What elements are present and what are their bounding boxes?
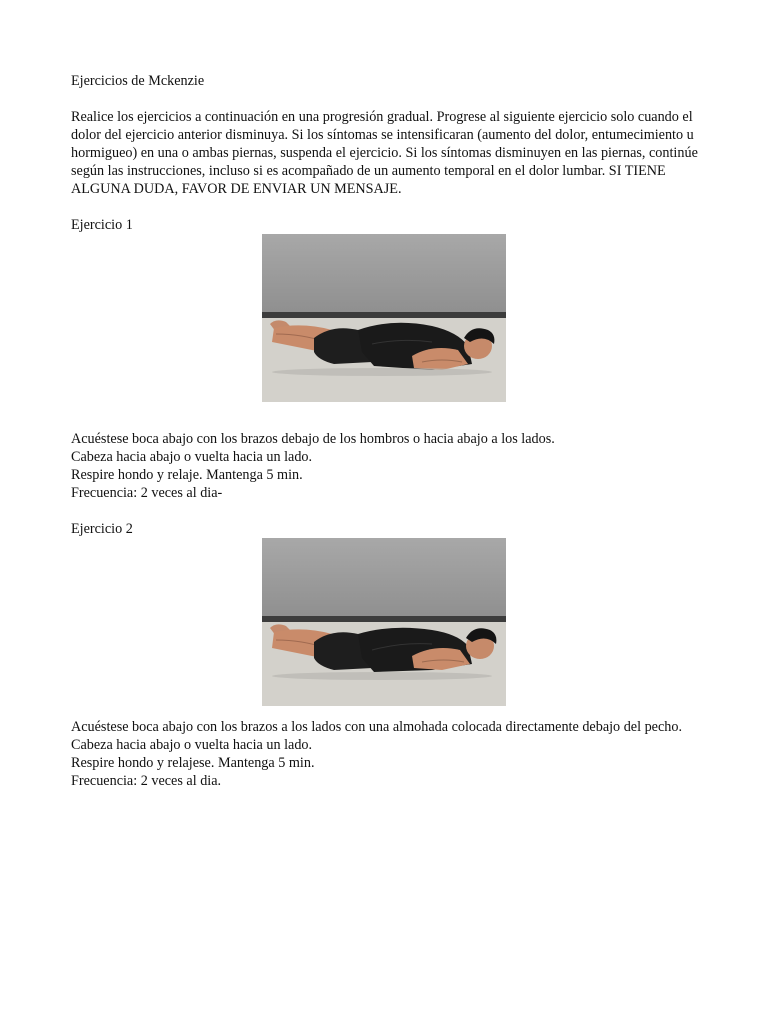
document-page (71, 72, 701, 790)
exercise-1-line: Frecuencia: 2 veces al dia- (71, 485, 223, 501)
exercise-1-line: Acuéstese boca abajo con los brazos debajo de los hombros o hacia abajo a los lados. (71, 431, 555, 447)
exercise-2-line: Cabeza hacia abajo o vuelta hacia un lado. (71, 737, 313, 753)
exercise-2-line: Frecuencia: 2 veces al dia. (71, 773, 222, 789)
exercise-1-instructions (71, 430, 701, 502)
intro-paragraph: Realice los ejercicios a continuación en una progresión gradual. Progrese al siguiente ejercicio solo cuando el dolor del ejercicio anterior disminuya. Si los síntomas se intensificaran (aumento del dolor, entumecimiento u hormigueo) en una o ambas piernas, suspenda el ejercicio. Si los síntomas disminuyen en las piernas, continúe según las instrucciones, incluso si es acompañado de un aumento temporal en el dolor lumbar. SI TIENE ALGUNA DUDA, FAVOR DE ENVIAR UN MENSAJE. (71, 109, 698, 197)
exercise-1-line: Respire hondo y relaje. Mantenga 5 min. (71, 467, 303, 483)
exercise-1-line: Cabeza hacia abajo o vuelta hacia un lado. (71, 449, 313, 465)
exercise-2-heading: Ejercicio 2 (71, 521, 133, 537)
exercise-2-line: Acuéstese boca abajo con los brazos a los lados con una almohada colocada directamente debajo del pecho. (71, 719, 682, 735)
exercise-2-photo (262, 538, 506, 706)
exercise-2-line: Respire hondo y relajese. Mantenga 5 min. (71, 755, 315, 771)
exercise-2-instructions (71, 718, 701, 790)
exercise-1-heading: Ejercicio 1 (71, 217, 133, 233)
document-title: Ejercicios de Mckenzie (71, 73, 205, 89)
exercise-1-photo (262, 234, 506, 402)
